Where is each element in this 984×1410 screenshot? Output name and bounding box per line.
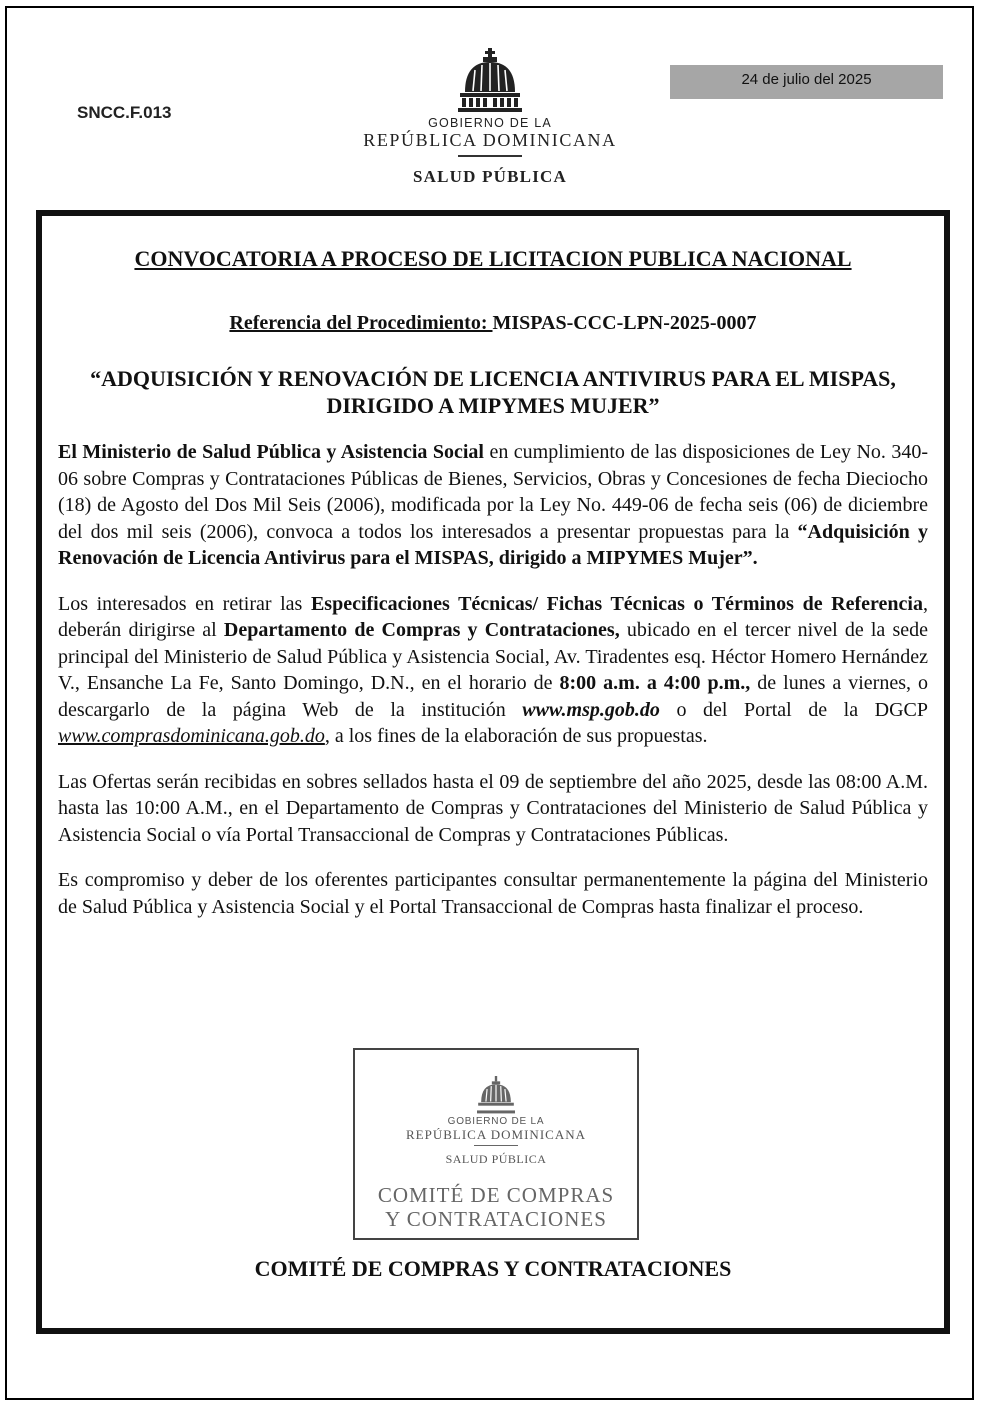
dgcp-portal-link[interactable]: www.comprasdominicana.gob.do bbox=[58, 725, 325, 747]
subject-line-1: “ADQUISICIÓN Y RENOVACIÓN DE LICENCIA ANTIVIRUS PARA EL MISPAS, bbox=[90, 366, 896, 391]
dome-emblem-icon bbox=[457, 48, 523, 112]
stamp-divider bbox=[474, 1145, 518, 1146]
notice-box bbox=[36, 210, 950, 1334]
notice-content bbox=[58, 246, 928, 920]
procurement-subject bbox=[58, 365, 928, 419]
stamp-committee-line-1: COMITÉ DE COMPRAS bbox=[377, 1183, 615, 1207]
committee-signature: COMITÉ DE COMPRAS Y CONTRATACIONES bbox=[254, 1256, 732, 1281]
spec-text-1: Los interesados en retirar las bbox=[58, 592, 311, 615]
process-name: “Adquisición y Renovación de Licencia Antivirus para el MISPAS, dirigido a MIPYMES Mujer”. bbox=[58, 520, 929, 569]
subject-line-2: DIRIGIDO A MIPYMES MUJER” bbox=[326, 393, 660, 418]
office-hours: 8:00 a.m. a 4:00 p.m., bbox=[559, 672, 751, 694]
stamp-republica: REPÚBLICA DOMINICANA bbox=[406, 1127, 586, 1142]
paragraph-intro bbox=[58, 439, 928, 572]
paragraph-specifications bbox=[58, 591, 928, 750]
paragraph-commitment: Es compromiso y deber de los oferentes participantes consultar permanentemente la página del Ministerio de Salud Pública y Asistencia Social y el Portal Transaccional de Compras hasta finalizar el proceso. bbox=[58, 869, 928, 918]
reference-label: Referencia del Procedimiento: bbox=[229, 312, 493, 334]
department-name: Departamento de Compras y Contrataciones, bbox=[223, 619, 620, 641]
logo-gobierno: GOBIERNO DE LA bbox=[428, 116, 552, 130]
paragraph-offers: Las Ofertas serán recibidas en sobres sellados hasta el 09 de septiembre del año 2025, desde las 08:00 A.M. hasta las 10:00 A.M., en el Departamento de Compras y Contrataciones del Ministerio de Salud Pública y Asistencia Social o vía Portal Transaccional de Compras y Contrataciones Públicas. bbox=[58, 770, 928, 846]
procedure-reference bbox=[58, 312, 928, 335]
spec-documents: Especificaciones Técnicas/ Fichas Técnicas o Términos de Referencia bbox=[310, 592, 923, 615]
dome-emblem-icon bbox=[476, 1076, 516, 1114]
government-logo bbox=[340, 48, 640, 187]
ministry-name: El Ministerio de Salud Pública y Asistencia Social bbox=[58, 441, 484, 463]
notice-title: CONVOCATORIA A PROCESO DE LICITACION PUBLICA NACIONAL bbox=[134, 246, 852, 271]
date-box: 24 de julio del 2025 bbox=[670, 65, 943, 99]
stamp-gobierno: GOBIERNO DE LA bbox=[447, 1116, 545, 1127]
intro-text: en cumplimiento de las disposiciones de Ley No. 340-06 sobre Compras y Contrataciones Públicas de Bienes, Servicios, Obras y Concesiones de fecha Dieciocho (18) de Agosto del Dos Mil Seis (2006), modificada por la Ley No. 449-06 de fecha seis (06) de diciembre del dos mil seis (2006), convoca a todos los interesados a presentar propuestas para la bbox=[58, 441, 928, 543]
committee-stamp bbox=[353, 1048, 639, 1240]
msp-website-link[interactable]: www.msp.gob.do bbox=[522, 698, 660, 721]
spec-text-5: o del Portal de la DGCP bbox=[659, 698, 928, 721]
stamp-salud-publica: SALUD PÚBLICA bbox=[445, 1152, 547, 1166]
form-code: SNCC.F.013 bbox=[77, 103, 172, 122]
stamp-committee-line-2: Y CONTRATACIONES bbox=[385, 1207, 607, 1231]
logo-salud-publica: SALUD PÚBLICA bbox=[413, 167, 567, 186]
spec-text-3: ubicado en el tercer nivel de la sede principal del Ministerio de Salud Pública y Asistencia Social, Av. Tiradentes esq. Héctor Homero Hernández V., Ensanche La Fe, Santo Domingo, D.N., en el horario de bbox=[58, 619, 929, 694]
logo-republica: REPÚBLICA DOMINICANA bbox=[363, 130, 617, 150]
stamp-committee-name bbox=[355, 1183, 637, 1231]
logo-divider bbox=[458, 155, 522, 157]
spec-text-6: , a los fines de la elaboración de sus propuestas. bbox=[324, 725, 708, 747]
reference-code: MISPAS-CCC-LPN-2025-0007 bbox=[492, 312, 757, 334]
spec-text-2: , deberán dirigirse al bbox=[58, 592, 928, 641]
spec-text-4: de lunes a viernes, o descargarlo de la página Web de la institución bbox=[58, 672, 928, 721]
